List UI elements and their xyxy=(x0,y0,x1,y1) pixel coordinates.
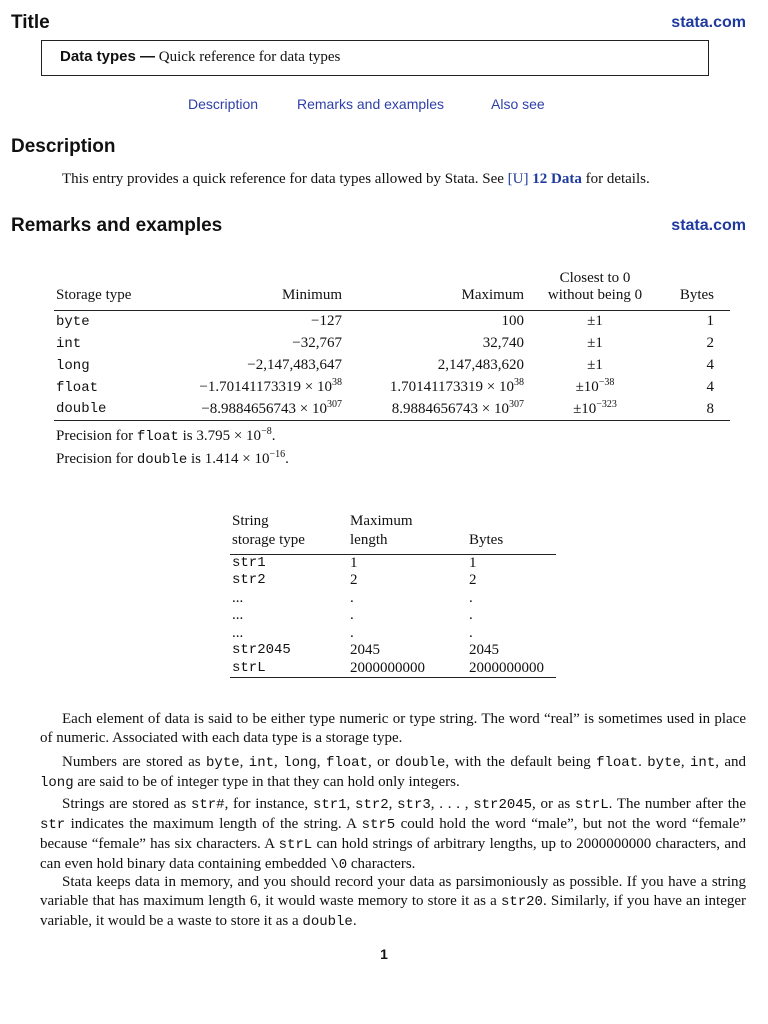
text-run: , xyxy=(274,754,284,770)
string-table-row xyxy=(230,590,556,608)
cell-string-type: ... xyxy=(232,607,244,624)
stata-site-link[interactable]: stata.com xyxy=(671,14,746,31)
inline-code: strL xyxy=(575,797,609,813)
cell-string-type: str2 xyxy=(232,572,266,589)
inline-code: int xyxy=(690,755,716,771)
inline-code: strL xyxy=(278,837,313,853)
inline-code: str5 xyxy=(361,817,396,833)
double-precision-exp: −16 xyxy=(269,449,286,460)
cell-closest xyxy=(526,333,664,355)
cell-string-length: . xyxy=(350,624,354,641)
cell-string-bytes: 2000000000 xyxy=(469,659,544,676)
entry-subtitle: Quick reference for data types xyxy=(158,49,341,65)
inline-code: long xyxy=(283,755,317,771)
paragraph-numbers xyxy=(40,753,746,793)
double-precision-type: double xyxy=(136,452,188,468)
cell-string-bytes: . xyxy=(469,589,473,606)
cell-bytes: 4 xyxy=(706,357,714,373)
paragraph-strings xyxy=(40,795,746,875)
entry-title-box xyxy=(41,40,709,76)
cell-string-type: str2045 xyxy=(232,642,291,659)
cell-minimum-exp: 307 xyxy=(327,398,342,410)
text-run: , xyxy=(239,754,249,770)
string-table-row xyxy=(230,625,556,643)
cell-storage-type: float xyxy=(56,379,99,396)
col-string-type-line1: String xyxy=(232,513,269,529)
header-title: Title xyxy=(11,12,50,33)
cell-closest xyxy=(526,399,664,421)
col-max-length xyxy=(348,512,467,555)
double-precision-pre: Precision for xyxy=(56,451,137,467)
text-run: Strings are stored as xyxy=(62,796,191,812)
inline-code: str xyxy=(40,817,66,833)
inline-code: str20 xyxy=(500,894,543,910)
float-precision-exp: −8 xyxy=(261,426,272,437)
col-max-length-line2: length xyxy=(350,532,388,548)
text-run: indicates the maximum length of the string. A xyxy=(65,816,362,832)
cell-maximum xyxy=(344,399,526,421)
cell-minimum-value: −1.70141173319 × 10 xyxy=(199,379,332,395)
text-run: , xyxy=(680,754,691,770)
cell-string-bytes: 2045 xyxy=(469,642,499,659)
inline-code: str# xyxy=(190,797,225,813)
text-run: . xyxy=(638,754,648,770)
inline-code: long xyxy=(40,775,74,791)
float-precision-type: float xyxy=(136,429,179,445)
description-heading: Description xyxy=(11,136,116,157)
paragraph-memory xyxy=(40,873,746,932)
text-run: , with the default being xyxy=(445,754,597,770)
col-closest-line1: Closest to 0 xyxy=(559,270,631,286)
cell-string-type: ... xyxy=(232,589,244,606)
inline-code: str1 xyxy=(312,797,347,813)
cell-closest-value: ±1 xyxy=(587,357,603,373)
cell-string-bytes: 2 xyxy=(469,572,477,589)
cell-maximum-value: 8.9884656743 × 10 xyxy=(391,400,509,417)
cell-bytes: 2 xyxy=(706,335,714,351)
inline-code: byte xyxy=(647,755,681,771)
nav-link-remarks[interactable]: Remarks and examples xyxy=(297,96,445,112)
inline-code: \0 xyxy=(330,857,348,873)
cell-minimum-value: −8.9884656743 × 10 xyxy=(201,400,327,417)
text-run: , or xyxy=(367,754,395,770)
cell-closest-value: ±1 xyxy=(587,313,603,330)
string-table-row xyxy=(230,607,556,625)
col-closest xyxy=(526,270,664,311)
float-precision-value: is 3.795 × 10 xyxy=(178,428,262,444)
text-run: characters. xyxy=(347,856,416,872)
cell-minimum-value: −127 xyxy=(311,313,342,330)
cell-closest-exp: −323 xyxy=(596,398,617,410)
numeric-table-row xyxy=(54,355,730,377)
cell-closest xyxy=(526,311,664,333)
col-minimum: Minimum xyxy=(281,287,342,303)
cell-maximum-value: 1.70141173319 × 10 xyxy=(389,379,514,395)
col-max-length-line1: Maximum xyxy=(350,513,413,529)
entry-name: Data types — xyxy=(60,48,156,65)
text-run: , . . . , xyxy=(430,796,474,812)
inline-code: str2045 xyxy=(473,797,533,813)
cell-maximum xyxy=(344,377,526,399)
inline-code: str2 xyxy=(355,797,389,813)
text-run: , xyxy=(388,796,398,812)
nav-link-also-see[interactable]: Also see xyxy=(491,96,545,112)
cell-minimum-exp: 38 xyxy=(332,377,342,388)
cell-string-type: ... xyxy=(232,624,244,641)
cell-string-length: 2045 xyxy=(350,642,380,659)
text-run: , xyxy=(316,754,326,770)
cell-storage-type: double xyxy=(56,401,107,418)
col-closest-line2: without being 0 xyxy=(547,287,643,303)
numeric-table-header xyxy=(54,270,730,311)
cell-minimum xyxy=(164,399,344,421)
col-storage-type: Storage type xyxy=(56,287,132,303)
text-run: , or as xyxy=(532,796,576,812)
cell-string-length: 2 xyxy=(350,572,358,589)
cell-minimum-value: −32,767 xyxy=(292,335,342,351)
float-precision xyxy=(56,428,275,445)
cell-string-length: . xyxy=(350,589,354,606)
cell-string-type: str1 xyxy=(232,555,266,571)
cell-string-length: 1 xyxy=(350,555,358,571)
string-table-row xyxy=(230,572,556,590)
string-table-row xyxy=(230,555,556,573)
manual-ref-bracket[interactable]: [U] xyxy=(507,171,529,187)
text-run: . The number after the xyxy=(608,796,747,812)
description-text xyxy=(62,171,650,188)
cell-maximum-exp: 307 xyxy=(509,398,524,410)
cell-storage-type: long xyxy=(56,357,90,374)
cell-closest-value: ±10 xyxy=(575,379,599,395)
cell-string-bytes: . xyxy=(469,624,473,641)
inline-code: double xyxy=(394,755,446,771)
cell-string-bytes: 1 xyxy=(469,555,477,571)
text-run: Numbers are stored as xyxy=(62,754,207,770)
col-string-type xyxy=(230,512,348,555)
double-precision-end: . xyxy=(285,451,289,467)
col-bytes: Bytes xyxy=(679,287,714,303)
text-run: could hold the word “male”, but not the word “female” because “female” has six characters. A xyxy=(40,816,747,852)
description-text-before: This entry provides a quick reference for data types allowed by Stata. See xyxy=(62,171,508,187)
inline-code: double xyxy=(302,914,353,930)
cell-bytes: 8 xyxy=(706,400,714,417)
cell-string-bytes: . xyxy=(469,607,473,624)
numeric-table-row xyxy=(54,377,730,399)
cell-closest xyxy=(526,377,664,399)
text-run: Stata keeps data in memory, and you should record your data as parsimoniously as possible. If you have a string variable that has maximum length 6, it would waste memory to store it as a xyxy=(40,874,746,909)
cell-bytes: 1 xyxy=(706,313,714,330)
double-precision xyxy=(56,451,289,468)
text-run: . Similarly, if you have an integer variable, it would be a waste to store it as a xyxy=(40,893,747,929)
string-types-table xyxy=(230,512,556,678)
cell-minimum xyxy=(164,377,344,399)
cell-storage-type: byte xyxy=(56,313,90,330)
string-table-header xyxy=(230,512,556,555)
cell-storage-type: int xyxy=(56,335,82,352)
remarks-heading: Remarks and examples xyxy=(11,215,223,236)
numeric-table-row xyxy=(54,333,730,355)
cell-closest-exp: −38 xyxy=(598,377,615,388)
cell-string-type: strL xyxy=(232,659,266,676)
remarks-stata-link[interactable]: stata.com xyxy=(671,217,746,234)
inline-code: byte xyxy=(206,755,240,771)
cell-maximum-value: 100 xyxy=(501,313,524,330)
page-number: 1 xyxy=(380,946,388,962)
cell-minimum xyxy=(164,333,344,355)
cell-maximum-value: 2,147,483,620 xyxy=(437,357,524,373)
text-run: , and xyxy=(715,754,747,770)
cell-string-length: . xyxy=(350,607,354,624)
cell-closest-value: ±1 xyxy=(587,335,603,351)
col-string-bytes: Bytes xyxy=(469,532,504,548)
cell-bytes: 4 xyxy=(706,379,714,395)
paragraph-data-types: Each element of data is said to be either type numeric or type string. The word “real” is sometimes used in place of numeric. Associated with each data type is a storage type. xyxy=(40,711,746,746)
double-precision-value: is 1.414 × 10 xyxy=(187,451,270,467)
float-precision-pre: Precision for xyxy=(56,428,137,444)
cell-minimum xyxy=(164,355,344,377)
col-maximum: Maximum xyxy=(461,287,524,303)
cell-maximum xyxy=(344,333,526,355)
text-run: , for instance, xyxy=(224,796,313,812)
numeric-types-table xyxy=(54,270,730,421)
inline-code: str3 xyxy=(397,797,431,813)
inline-code: float xyxy=(596,755,639,771)
description-text-after: for details. xyxy=(581,171,650,187)
inline-code: int xyxy=(248,755,275,771)
numeric-table-row xyxy=(54,311,730,333)
cell-maximum-exp: 38 xyxy=(514,377,524,388)
col-string-type-line2: storage type xyxy=(232,532,305,548)
cell-minimum xyxy=(164,311,344,333)
nav-link-description[interactable]: Description xyxy=(188,96,259,112)
cell-minimum-value: −2,147,483,647 xyxy=(247,357,342,373)
string-table-row xyxy=(230,660,556,678)
cell-closest-value: ±10 xyxy=(573,400,597,417)
text-run: . xyxy=(352,913,357,929)
text-run: , xyxy=(346,796,356,812)
inline-code: float xyxy=(325,755,368,771)
string-table-row xyxy=(230,642,556,660)
text-run: can hold strings of arbitrary lengths, up to 2000000000 characters, and can even hold binary data containing embedded xyxy=(40,836,746,872)
text-run: are said to be of integer type in that they can hold only integers. xyxy=(73,774,460,790)
cell-string-length: 2000000000 xyxy=(350,659,425,676)
cell-closest xyxy=(526,355,664,377)
numeric-table-row xyxy=(54,399,730,421)
manual-ref-link[interactable]: 12 Data xyxy=(532,171,582,187)
cell-maximum xyxy=(344,355,526,377)
float-precision-end: . xyxy=(271,428,276,444)
cell-maximum xyxy=(344,311,526,333)
cell-maximum-value: 32,740 xyxy=(482,335,524,351)
